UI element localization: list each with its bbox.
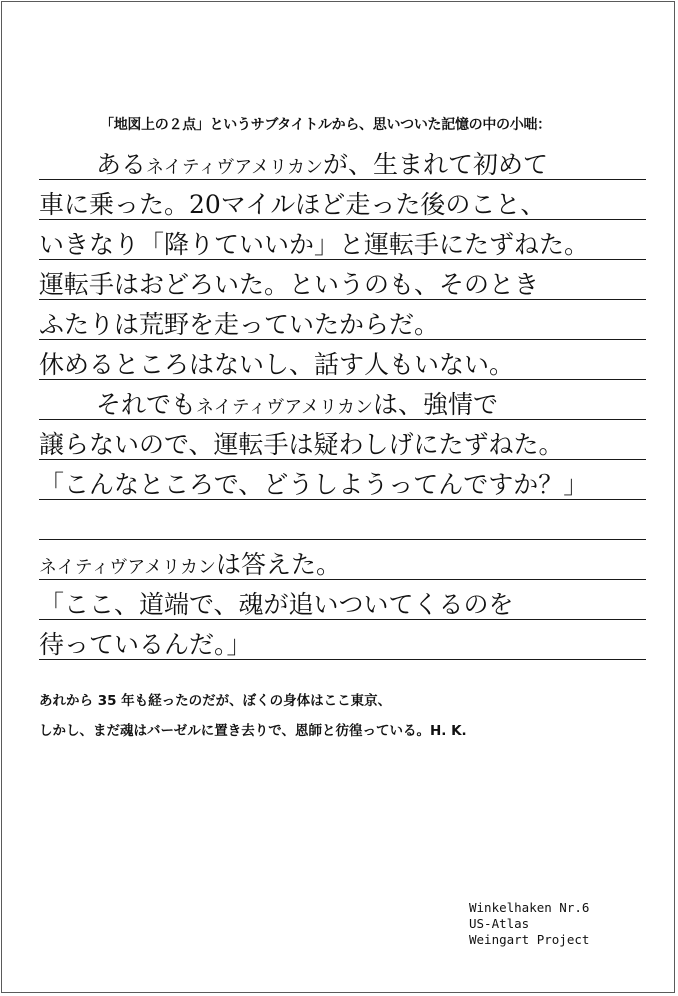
poem-text: ある	[96, 150, 147, 179]
colophon	[469, 900, 589, 948]
poem-text: は答えた。	[215, 550, 341, 579]
poem-text: ふたりは荒野を走っていたからだ。	[39, 310, 440, 339]
poem-line	[39, 580, 646, 620]
poem-text: 車に乗った。20マイルほど走った後のこと、	[39, 190, 546, 219]
poem-text: 譲らないので、運転手は疑わしげにたずねた。	[39, 430, 564, 459]
poem-line	[39, 140, 646, 180]
afterword-line-2: しかし、まだ魂はバーゼルに置き去りで、恩師と彷徨っている。H. K.	[39, 723, 467, 739]
poem-text: 「ここ、道端で、魂が追いついてくるのを	[39, 590, 514, 619]
poem-text-small: ネイティヴアメリカン	[39, 557, 216, 578]
colophon-series: Winkelhaken Nr.6	[469, 900, 590, 915]
page	[1, 1, 675, 993]
poem-line	[39, 380, 646, 420]
poem-line	[39, 300, 646, 340]
intro-heading: 「地図上の２点」というサブタイトルから、思いついた記憶の中の小咄：	[100, 117, 551, 133]
poem-text: 休めるところはないし、話す人もいない。	[39, 350, 515, 379]
poem-text: は、強情で	[372, 390, 498, 419]
poem-text: 待っているんだ。」	[39, 630, 252, 659]
poem-text: 運転手はおどろいた。というのも、そのとき	[39, 270, 540, 299]
poem-line	[39, 620, 646, 660]
poem-text: 「こんなところで、どうしようってんですか？」	[39, 470, 589, 499]
poem-text: が、生まれて初めて	[322, 150, 548, 179]
poem-text: それでも	[96, 390, 197, 419]
poem-line	[39, 460, 646, 500]
poem-line	[39, 540, 646, 580]
poem-text-small: ネイティヴアメリカン	[196, 397, 373, 418]
poem-line	[39, 420, 646, 460]
poem-text: いきなり「降りていいか」と運転手にたずねた。	[39, 230, 590, 259]
poem-line	[39, 180, 646, 220]
afterword-line-1: あれから 35 年も経ったのだが、ぼくの身体はここ東京、	[39, 693, 392, 709]
colophon-title: US-Atlas	[469, 916, 530, 931]
colophon-project: Weingart Project	[469, 932, 590, 947]
poem-line-empty	[39, 500, 646, 540]
poem-line	[39, 340, 646, 380]
poem-text-small: ネイティヴアメリカン	[146, 157, 323, 178]
poem-line	[39, 260, 646, 300]
poem-line	[39, 220, 646, 260]
